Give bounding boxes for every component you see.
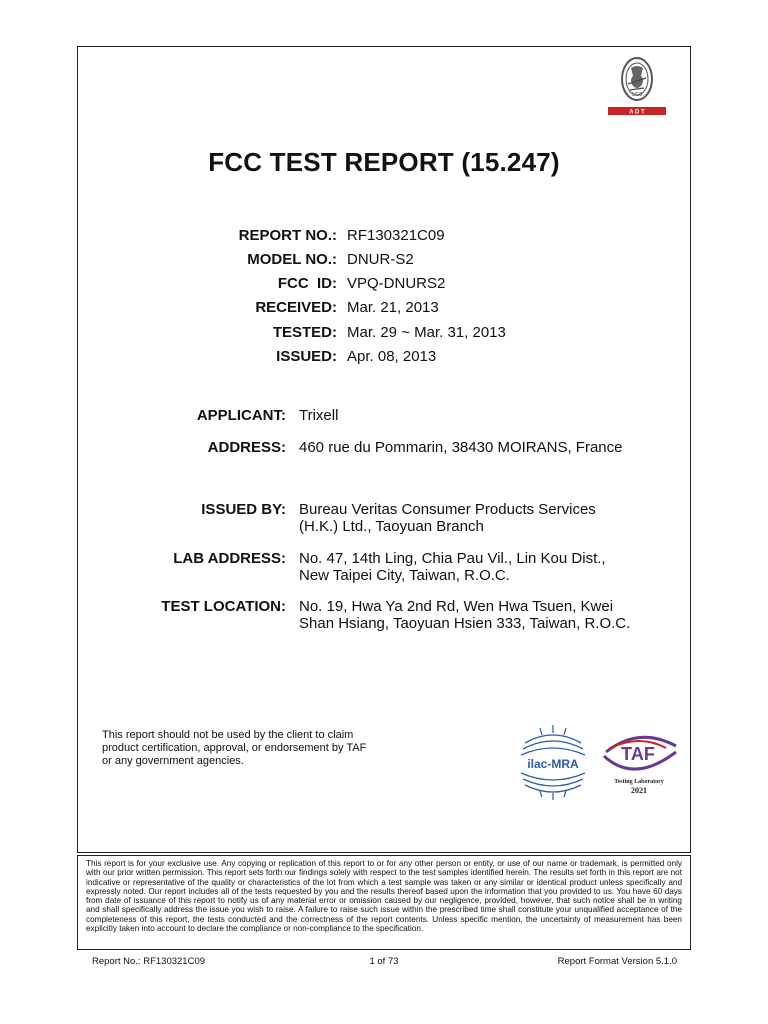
field-value-model-no: DNUR-S2	[347, 251, 414, 268]
field-label-report-no: REPORT NO.:	[238, 227, 337, 244]
field-label-issued: ISSUED:	[276, 348, 337, 365]
issued-by-label: ISSUED BY:	[201, 501, 286, 518]
field-label-model-no: MODEL NO.:	[247, 251, 337, 268]
footer-page-number: 1 of 73	[369, 956, 399, 967]
field-value-received: Mar. 21, 2013	[347, 299, 439, 316]
taf-logo-subtitle: Testing Laboratory	[614, 779, 664, 785]
taf-usage-note: This report should not be used by the client to claim product certification, approval, or endorsement by TAF or any government agencies.	[102, 729, 367, 767]
taf-logo-text: TAF	[621, 744, 655, 764]
bv-logo-year: 1828	[631, 92, 643, 98]
report-title: FCC TEST REPORT (15.247)	[208, 147, 560, 177]
field-value-report-no: RF130321C09	[347, 227, 445, 244]
ilac-logo-text: ilac-MRA	[527, 757, 579, 771]
legal-disclaimer: This report is for your exclusive use. Any copying or replication of this report to or for any other person or entity, or use of our name or trademark, is permitted only with our prior written permission. This report sets forth our findings solely with respect to the test samples identified herein. The results set forth in this report are not indicative or representative of the quality or characteristics of the lot from which a test sample was taken or any similar or identical product unless specifically and expressly noted. Our report includes all of the tests requested by you and the results thereof based upon the information that you provided to us. You have 60 days from date of issuance of this report to notify us of any material error or omission caused by our negligence, provided, however, that such notice shall be in writing and shall specifically address the issue you wish to raise. A failure to raise such issue within the prescribed time shall constitute your unqualified acceptance of the completeness of this report, the tests conducted and the correctness of the report contents. Unless specific mention, the uncertainty of measurement has been explicitly taken into account to declare the compliance or non-compliance to the specification.	[77, 855, 691, 950]
issued-by-value: Bureau Veritas Consumer Products Services (H.K.) Ltd., Taoyuan Branch	[299, 501, 596, 535]
lab-address-label: LAB ADDRESS:	[173, 550, 286, 567]
bv-logo-sublabel: A D T	[629, 109, 645, 116]
field-label-received: RECEIVED:	[255, 299, 337, 316]
taf-logo	[598, 728, 680, 798]
footer-format-version: Report Format Version 5.1.0	[557, 956, 677, 967]
taf-logo-number: 2021	[631, 786, 647, 795]
applicant-value: Trixell	[299, 407, 339, 424]
address-value: 460 rue du Pommarin, 38430 MOIRANS, France	[299, 439, 623, 456]
bureau-veritas-logo	[604, 54, 670, 116]
lab-address-value: No. 47, 14th Ling, Chia Pau Vil., Lin Kou Dist., New Taipei City, Taiwan, R.O.C.	[299, 550, 606, 584]
field-label-tested: TESTED:	[272, 324, 337, 341]
field-value-tested: Mar. 29 ~ Mar. 31, 2013	[347, 324, 506, 341]
ilac-mra-logo	[515, 723, 591, 801]
applicant-label: APPLICANT:	[196, 407, 286, 424]
test-location-value: No. 19, Hwa Ya 2nd Rd, Wen Hwa Tsuen, Kwei Shan Hsiang, Taoyuan Hsien 333, Taiwan, R.O.C.	[299, 598, 631, 632]
field-value-issued: Apr. 08, 2013	[347, 348, 437, 365]
footer-report-no: Report No.: RF130321C09	[92, 956, 206, 967]
field-label-fcc-id: FCC ID:	[277, 275, 337, 292]
address-label: ADDRESS:	[207, 439, 286, 456]
test-location-label: TEST LOCATION:	[161, 598, 286, 615]
field-value-fcc-id: VPQ-DNURS2	[347, 275, 446, 292]
